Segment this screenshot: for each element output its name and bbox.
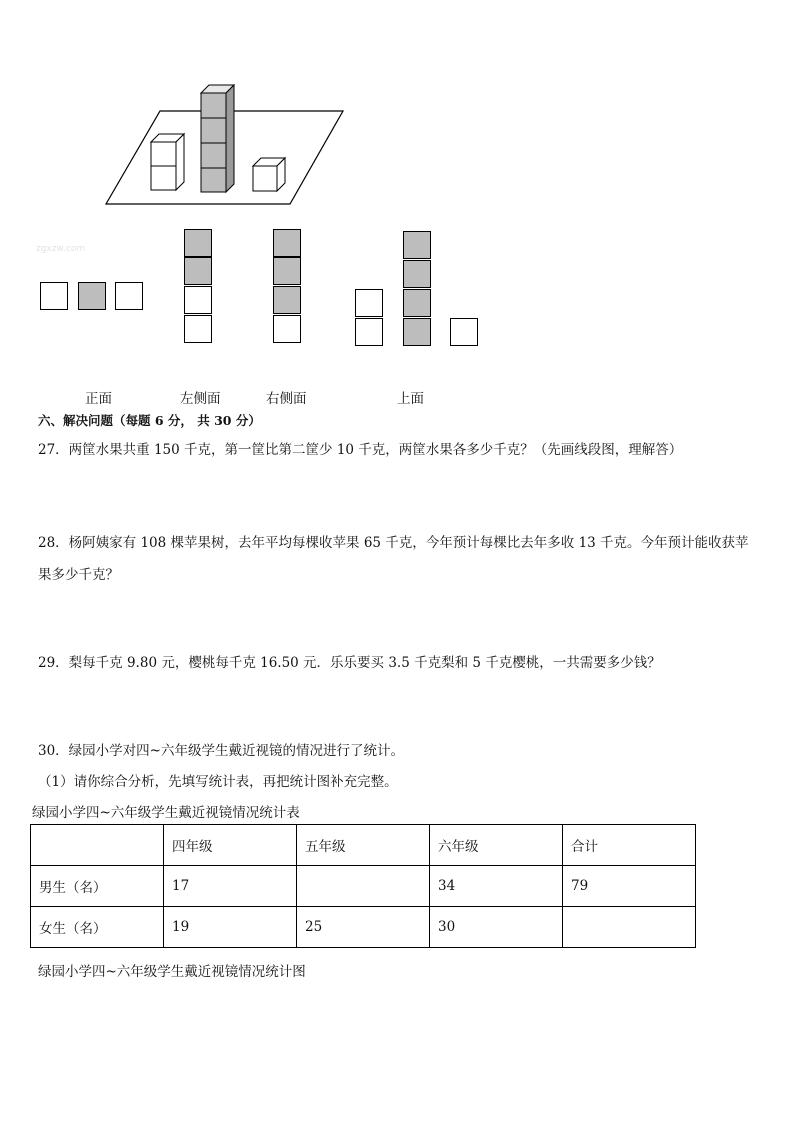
top-view-square <box>403 318 431 346</box>
table-cell: 34 <box>430 866 563 907</box>
front-view-square <box>40 282 68 310</box>
top-view-square <box>403 231 431 259</box>
left-view-square <box>184 257 212 285</box>
table-caption: 绿园小学四~六年级学生戴近视镜情况统计表 <box>32 805 300 821</box>
right-view-square <box>273 315 301 343</box>
table-header-cell: 四年级 <box>164 825 297 866</box>
left-view-square <box>184 315 212 343</box>
left-view-square <box>184 286 212 314</box>
table-row <box>31 907 696 948</box>
top-view-square <box>355 289 383 317</box>
top-view-square <box>355 318 383 346</box>
left-view-square <box>184 229 212 257</box>
top-view-square <box>403 260 431 288</box>
top-view-label: 上面 <box>397 391 424 407</box>
front-view-label: 正面 <box>85 391 112 407</box>
table-cell: 30 <box>430 907 563 948</box>
top-view-square <box>403 289 431 317</box>
statistics-table <box>30 824 696 948</box>
table-header-cell: 五年级 <box>297 825 430 866</box>
right-view-square <box>273 286 301 314</box>
right-view-square <box>273 257 301 285</box>
table-cell: 19 <box>164 907 297 948</box>
row-label-boys: 男生（名） <box>31 866 164 907</box>
table-cell-blank[interactable] <box>297 866 430 907</box>
table-header-row <box>31 825 696 866</box>
right-view-square <box>273 229 301 257</box>
question-30: 30．绿园小学对四~六年级学生戴近视镜的情况进行了统计。 <box>38 743 404 759</box>
question-30-sub1: （1）请你综合分析，先填写统计表，再把统计图补充完整。 <box>38 774 398 790</box>
front-view-square <box>115 282 143 310</box>
question-28-line2: 果多少千克？ <box>38 567 119 583</box>
watermark: zgxzw.com <box>36 244 86 254</box>
table-cell: 25 <box>297 907 430 948</box>
row-label-girls: 女生（名） <box>31 907 164 948</box>
left-view-label: 左侧面 <box>180 391 221 407</box>
top-view-square <box>450 318 478 346</box>
question-27: 27．两筐水果共重 150 千克，第一筐比第二筐少 10 千克，两筐水果各多少千克？（先画线段图，理解答） <box>38 442 683 458</box>
table-header-cell: 六年级 <box>430 825 563 866</box>
table-row <box>31 866 696 907</box>
table-cell-blank[interactable] <box>563 907 696 948</box>
table-header-cell <box>31 825 164 866</box>
cube-stack-figure <box>100 80 350 210</box>
question-28-line1: 28．杨阿姨家有 108 棵苹果树，去年平均每棵收苹果 65 千克，今年预计每棵比去年多收 13 千克。今年预计能收获苹 <box>38 535 749 551</box>
section-title: 六、解决问题（每题 6 分， 共 30 分） <box>38 413 261 428</box>
table-header-cell: 合计 <box>563 825 696 866</box>
table-cell: 79 <box>563 866 696 907</box>
chart-caption: 绿园小学四~六年级学生戴近视镜情况统计图 <box>38 964 306 980</box>
right-view-label: 右侧面 <box>266 391 307 407</box>
question-29: 29．梨每千克 9.80 元，樱桃每千克 16.50 元．乐乐要买 3.5 千克梨和 5 千克樱桃，一共需要多少钱？ <box>38 655 661 671</box>
table-cell: 17 <box>164 866 297 907</box>
front-view-square <box>78 282 106 310</box>
